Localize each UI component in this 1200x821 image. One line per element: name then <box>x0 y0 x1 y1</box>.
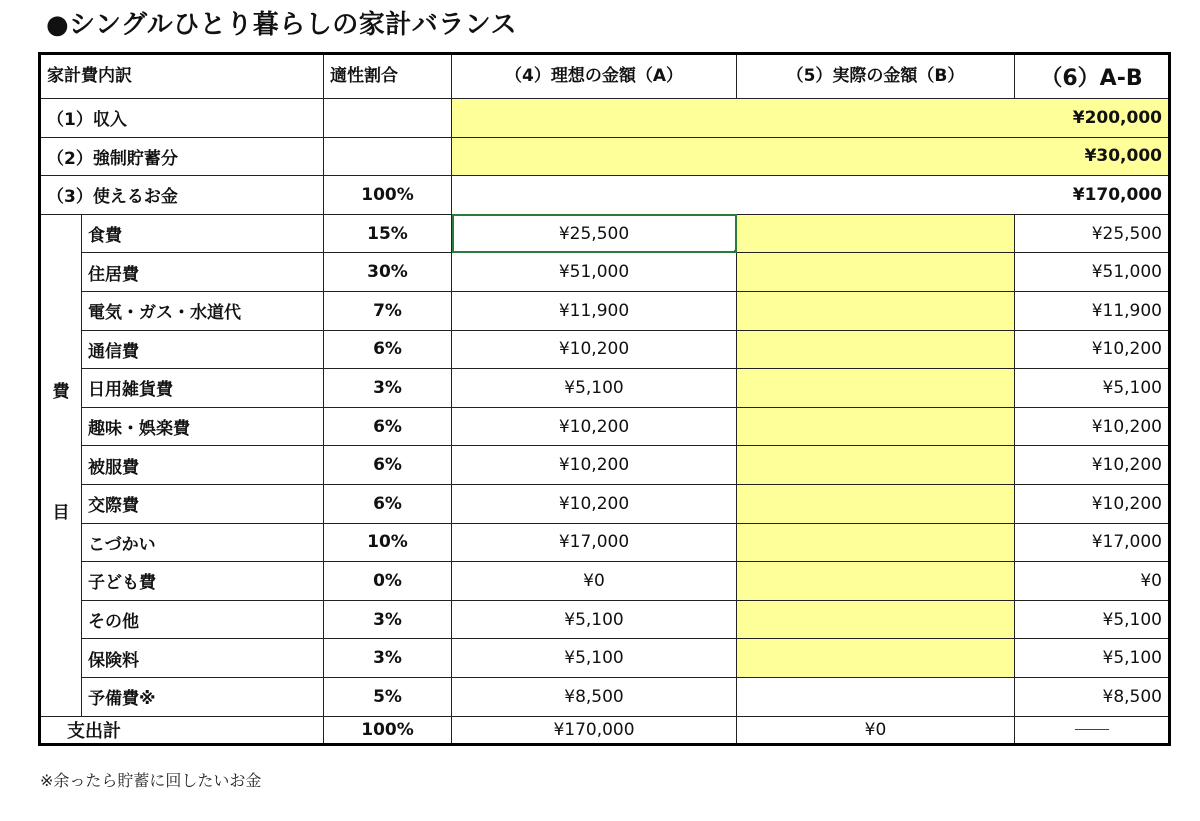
expense-ideal[interactable]: ¥51,000 <box>452 253 737 292</box>
header-actual[interactable]: （5）実際の金額（B） <box>737 54 1015 99</box>
expense-name[interactable]: 住居費 <box>82 253 324 292</box>
expense-actual-input[interactable] <box>737 214 1015 253</box>
expense-row <box>40 562 1170 601</box>
expense-ratio[interactable]: 5% <box>324 677 452 716</box>
expense-ideal[interactable]: ¥5,100 <box>452 639 737 678</box>
summary-value[interactable]: ¥170,000 <box>452 176 1170 215</box>
summary-ratio[interactable] <box>324 137 452 176</box>
expense-actual-input[interactable] <box>737 677 1015 716</box>
expense-ratio[interactable]: 10% <box>324 523 452 562</box>
footnote: ※余ったら貯蓄に回したいお金 <box>40 771 262 790</box>
expense-name[interactable]: 日用雑貨費 <box>82 369 324 408</box>
total-actual[interactable]: ¥0 <box>737 716 1015 744</box>
expense-ideal[interactable]: ¥10,200 <box>452 330 737 369</box>
summary-label[interactable]: （3）使えるお金 <box>40 176 324 215</box>
total-row <box>40 716 1170 744</box>
summary-label[interactable]: （2）強制貯蓄分 <box>40 137 324 176</box>
expense-ratio[interactable]: 3% <box>324 600 452 639</box>
expense-ratio[interactable]: 6% <box>324 330 452 369</box>
summary-row-income <box>40 99 1170 138</box>
expense-name[interactable]: 電気・ガス・水道代 <box>82 291 324 330</box>
expense-name[interactable]: 通信費 <box>82 330 324 369</box>
header-ratio[interactable]: 適性割合 <box>324 54 452 99</box>
expense-row <box>40 600 1170 639</box>
expense-row <box>40 446 1170 485</box>
summary-row-spendable <box>40 176 1170 215</box>
expense-row <box>40 369 1170 408</box>
expense-ideal[interactable]: ¥11,900 <box>452 291 737 330</box>
budget-table <box>38 52 1171 746</box>
expense-actual-input[interactable] <box>737 523 1015 562</box>
expense-ratio[interactable]: 15% <box>324 214 452 253</box>
expense-ideal[interactable]: ¥10,200 <box>452 446 737 485</box>
summary-value[interactable]: ¥200,000 <box>452 99 1170 138</box>
total-label[interactable]: 支出計 <box>40 716 324 744</box>
expense-ideal[interactable]: ¥17,000 <box>452 523 737 562</box>
expense-diff[interactable]: ¥51,000 <box>1015 253 1170 292</box>
expense-actual-input[interactable] <box>737 600 1015 639</box>
expense-diff[interactable]: ¥10,200 <box>1015 330 1170 369</box>
page-title: ●シングルひとり暮らしの家計バランス <box>46 10 517 40</box>
dash-mark <box>1075 729 1109 730</box>
group-char-2: 目 <box>52 502 70 523</box>
expense-ratio[interactable]: 6% <box>324 484 452 523</box>
expense-ratio[interactable]: 6% <box>324 446 452 485</box>
expense-row <box>40 523 1170 562</box>
expense-diff[interactable]: ¥11,900 <box>1015 291 1170 330</box>
expense-name[interactable]: 趣味・娯楽費 <box>82 407 324 446</box>
expense-ideal[interactable]: ¥10,200 <box>452 407 737 446</box>
summary-row-forced-saving <box>40 137 1170 176</box>
expense-actual-input[interactable] <box>737 407 1015 446</box>
expense-actual-input[interactable] <box>737 446 1015 485</box>
expense-ideal[interactable]: ¥8,500 <box>452 677 737 716</box>
total-diff[interactable] <box>1015 716 1170 744</box>
expense-name[interactable]: 被服費 <box>82 446 324 485</box>
expense-row <box>40 639 1170 678</box>
summary-value[interactable]: ¥30,000 <box>452 137 1170 176</box>
expense-diff[interactable]: ¥10,200 <box>1015 484 1170 523</box>
expense-ratio[interactable]: 3% <box>324 369 452 408</box>
expense-actual-input[interactable] <box>737 369 1015 408</box>
expense-name[interactable]: 子ども費 <box>82 562 324 601</box>
header-row <box>40 54 1170 99</box>
expense-diff[interactable]: ¥8,500 <box>1015 677 1170 716</box>
expense-row <box>40 253 1170 292</box>
expense-diff[interactable]: ¥10,200 <box>1015 446 1170 485</box>
expense-actual-input[interactable] <box>737 562 1015 601</box>
expense-actual-input[interactable] <box>737 484 1015 523</box>
expense-ideal[interactable]: ¥10,200 <box>452 484 737 523</box>
summary-label[interactable]: （1）収入 <box>40 99 324 138</box>
summary-ratio[interactable] <box>324 99 452 138</box>
expense-diff[interactable]: ¥10,200 <box>1015 407 1170 446</box>
expense-diff[interactable]: ¥5,100 <box>1015 369 1170 408</box>
expense-row <box>40 677 1170 716</box>
expense-ratio[interactable]: 3% <box>324 639 452 678</box>
expense-name[interactable]: こづかい <box>82 523 324 562</box>
expense-actual-input[interactable] <box>737 291 1015 330</box>
header-breakdown[interactable]: 家計費内訳 <box>40 54 324 99</box>
header-ideal[interactable]: （4）理想の金額（A） <box>452 54 737 99</box>
header-diff[interactable]: （6）A-B <box>1015 54 1170 99</box>
expense-actual-input[interactable] <box>737 639 1015 678</box>
expense-diff[interactable]: ¥0 <box>1015 562 1170 601</box>
expense-name[interactable]: その他 <box>82 600 324 639</box>
expense-diff[interactable]: ¥25,500 <box>1015 214 1170 253</box>
expense-actual-input[interactable] <box>737 253 1015 292</box>
expense-ideal[interactable]: ¥5,100 <box>452 600 737 639</box>
expense-ideal[interactable]: ¥5,100 <box>452 369 737 408</box>
expense-name[interactable]: 予備費※ <box>82 677 324 716</box>
group-char-1: 費 <box>52 381 70 402</box>
expense-row <box>40 330 1170 369</box>
expense-name[interactable]: 保険料 <box>82 639 324 678</box>
expense-name[interactable]: 食費 <box>82 214 324 253</box>
total-ideal[interactable]: ¥170,000 <box>452 716 737 744</box>
expense-ideal[interactable]: ¥25,500 <box>452 214 737 253</box>
expense-row <box>40 484 1170 523</box>
expense-ratio[interactable]: 7% <box>324 291 452 330</box>
expense-actual-input[interactable] <box>737 330 1015 369</box>
category-group-label[interactable] <box>40 214 82 716</box>
expense-row <box>40 214 1170 253</box>
expense-ideal[interactable]: ¥0 <box>452 562 737 601</box>
expense-name[interactable]: 交際費 <box>82 484 324 523</box>
expense-ratio[interactable]: 0% <box>324 562 452 601</box>
expense-diff[interactable]: ¥5,100 <box>1015 639 1170 678</box>
total-ratio[interactable]: 100% <box>324 716 452 744</box>
expense-ratio[interactable]: 30% <box>324 253 452 292</box>
expense-row <box>40 291 1170 330</box>
expense-diff[interactable]: ¥17,000 <box>1015 523 1170 562</box>
expense-diff[interactable]: ¥5,100 <box>1015 600 1170 639</box>
expense-row <box>40 407 1170 446</box>
summary-ratio[interactable]: 100% <box>324 176 452 215</box>
expense-ratio[interactable]: 6% <box>324 407 452 446</box>
